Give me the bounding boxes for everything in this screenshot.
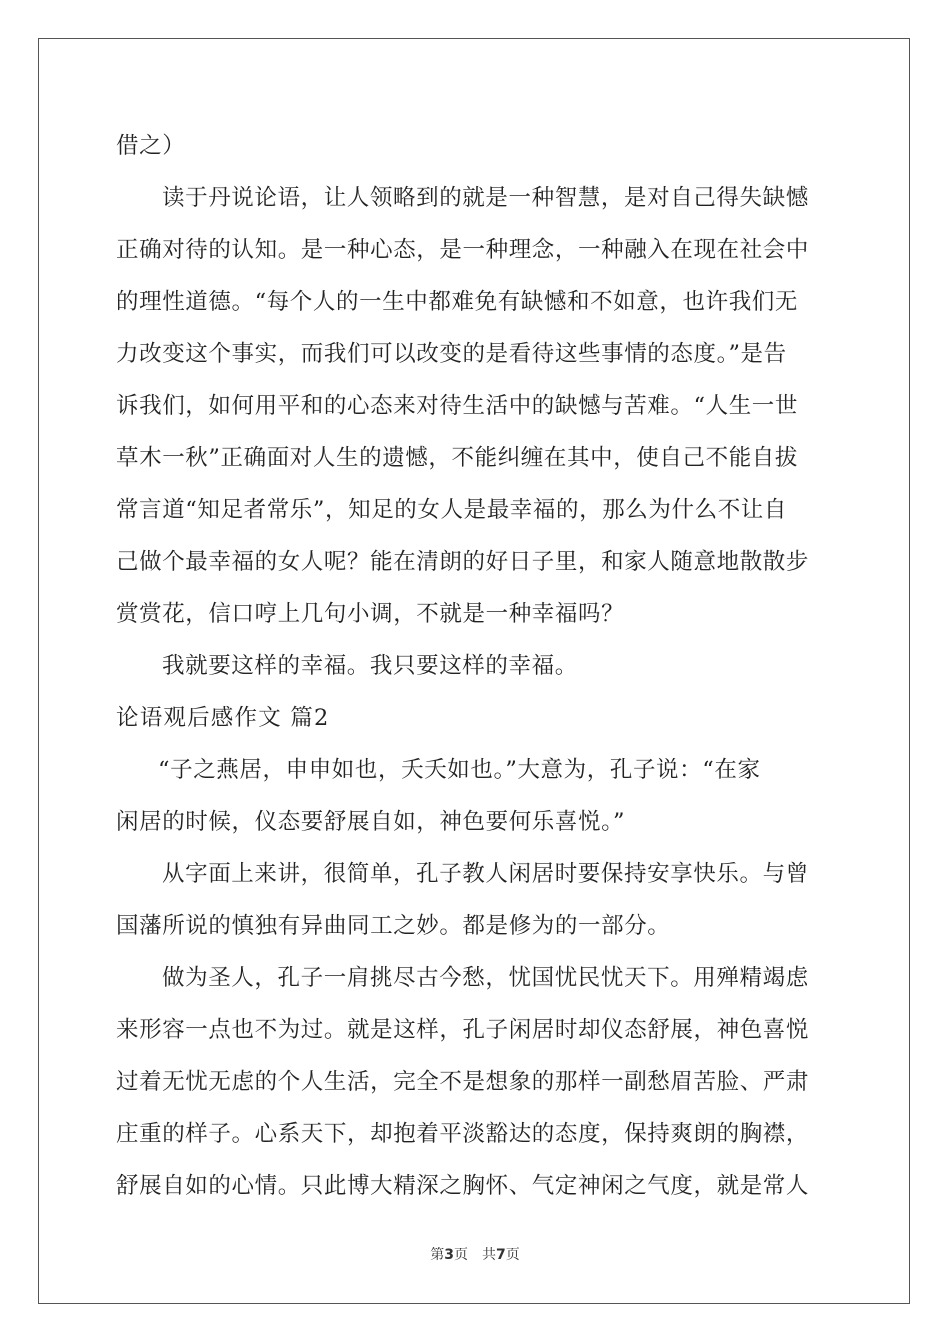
text-line: 舒展自如的心情。只此博大精深之胸怀、气定神闲之气度，就是常人: [116, 1173, 810, 1199]
text-line: 力改变这个事实，而我们可以改变的是看待这些事情的态度。”是告: [116, 341, 787, 367]
paragraph-first-line: 我就要这样的幸福。我只要这样的幸福。: [162, 653, 578, 679]
text-line: 来形容一点也不为过。就是这样，孔子闲居时却仪态舒展，神色喜悦: [116, 1017, 810, 1043]
text-line: 赏赏花，信口哼上几句小调，不就是一种幸福吗？: [116, 601, 625, 627]
text-line: 国藩所说的慎独有异曲同工之妙。都是修为的一部分。: [116, 913, 671, 939]
text-line: 的理性道德。“每个人的一生中都难免有缺憾和不如意，也许我们无: [116, 289, 799, 315]
paragraph-first-line: “子之燕居，申申如也，夭夭如也。”大意为，孔子说：“在家: [158, 757, 761, 783]
page-mid: 页 共: [454, 1247, 496, 1263]
text-line: 草木一秋”正确面对人生的遗憾，不能纠缠在其中，使自己不能自拔: [116, 445, 799, 471]
text-line: 常言道“知足者常乐”，知足的女人是最幸福的，那么为什么不让自: [116, 497, 788, 523]
page-prefix: 第: [430, 1247, 445, 1263]
section-heading: 论语观后感作文 篇2: [116, 705, 330, 731]
page-number-footer: [0, 1244, 950, 1264]
page-total: 7: [496, 1247, 506, 1263]
paragraph-first-line: 读于丹说论语，让人领略到的就是一种智慧，是对自己得失缺憾: [162, 185, 809, 211]
page-current: 3: [444, 1247, 454, 1263]
text-line: 庄重的样子。心系天下，却抱着平淡豁达的态度，保持爽朗的胸襟，: [116, 1121, 810, 1147]
text-line: 诉我们，如何用平和的心态来对待生活中的缺憾与苦难。“人生一世: [116, 393, 799, 419]
paragraph-first-line: 从字面上来讲，很简单，孔子教人闲居时要保持安享快乐。与曾: [162, 861, 809, 887]
text-line: 过着无忧无虑的个人生活，完全不是想象的那样一副愁眉苦脸、严肃: [116, 1069, 810, 1095]
text-line: 正确对待的认知。是一种心态，是一种理念，一种融入在现在社会中: [116, 237, 810, 263]
paragraph-first-line: 做为圣人，孔子一肩挑尽古今愁，忧国忧民忧天下。用殚精竭虑: [162, 965, 809, 991]
text-line: 借之）: [116, 133, 186, 159]
page-suffix: 页: [505, 1247, 520, 1263]
text-line: 闲居的时候，仪态要舒展自如，神色要何乐喜悦。”: [116, 809, 626, 835]
text-line: 己做个最幸福的女人呢？能在清朗的好日子里，和家人随意地散散步: [116, 549, 810, 575]
